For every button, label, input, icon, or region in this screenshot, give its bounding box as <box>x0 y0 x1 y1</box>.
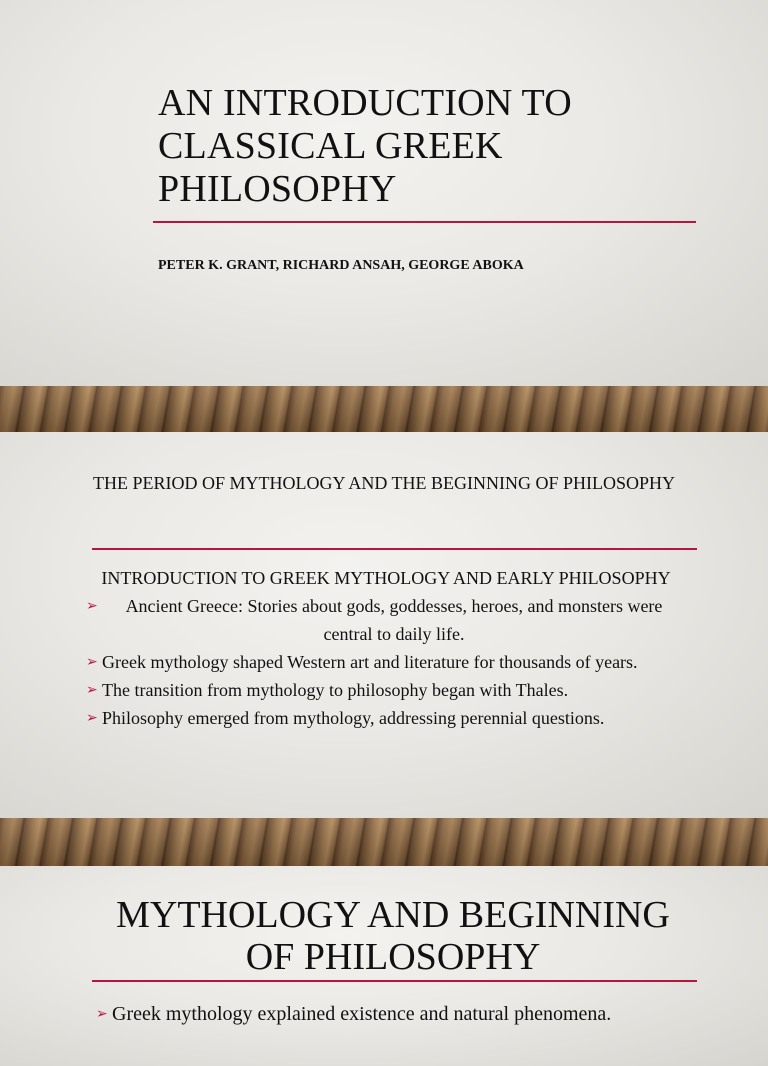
slide-2-title-rule <box>92 548 697 550</box>
list-item <box>86 648 686 676</box>
slide-1-authors: PETER K. GRANT, RICHARD ANSAH, GEORGE ABOKA <box>158 258 524 273</box>
slide-2 <box>0 432 768 818</box>
bullet-text: Greek mythology explained existence and natural phenomena. <box>112 1003 612 1025</box>
slide-3 <box>0 866 768 1066</box>
slide-1-title-rule <box>153 221 696 223</box>
bullet-text: Philosophy emerged from mythology, addressing perennial questions. <box>102 708 605 728</box>
list-item <box>86 676 686 704</box>
slide-1 <box>0 0 768 386</box>
slide-2-body <box>86 564 686 732</box>
bullet-text: Greek mythology shaped Western art and literature for thousands of years. <box>102 652 638 672</box>
wood-floor-divider-1 <box>0 386 768 432</box>
slide-2-heading: INTRODUCTION TO GREEK MYTHOLOGY AND EARLY PHILOSOPHY <box>101 568 671 588</box>
arrow-bullet-icon: ➢ <box>86 654 98 670</box>
list-item <box>86 704 686 732</box>
arrow-bullet-icon: ➢ <box>86 710 98 726</box>
slide-1-title: AN INTRODUCTION TO CLASSICAL GREEK PHILOSOPHY <box>158 82 572 210</box>
bullet-text: The transition from mythology to philosophy began with Thales. <box>102 680 569 700</box>
slide-2-title: THE PERIOD OF MYTHOLOGY AND THE BEGINNING OF PHILOSOPHY <box>92 473 675 493</box>
arrow-bullet-icon: ➢ <box>86 682 98 698</box>
list-item <box>86 592 686 648</box>
slide-3-title-rule <box>92 980 697 982</box>
slide-3-title: MYTHOLOGY AND BEGINNING OF PHILOSOPHY <box>116 894 670 978</box>
arrow-bullet-icon: ➢ <box>96 1006 108 1022</box>
wood-floor-divider-2 <box>0 818 768 866</box>
slide-2-bullet-list <box>86 592 686 732</box>
arrow-bullet-icon: ➢ <box>86 598 98 614</box>
bullet-text: Ancient Greece: Stories about gods, goddesses, heroes, and monsters were central to daily life. <box>125 596 663 644</box>
